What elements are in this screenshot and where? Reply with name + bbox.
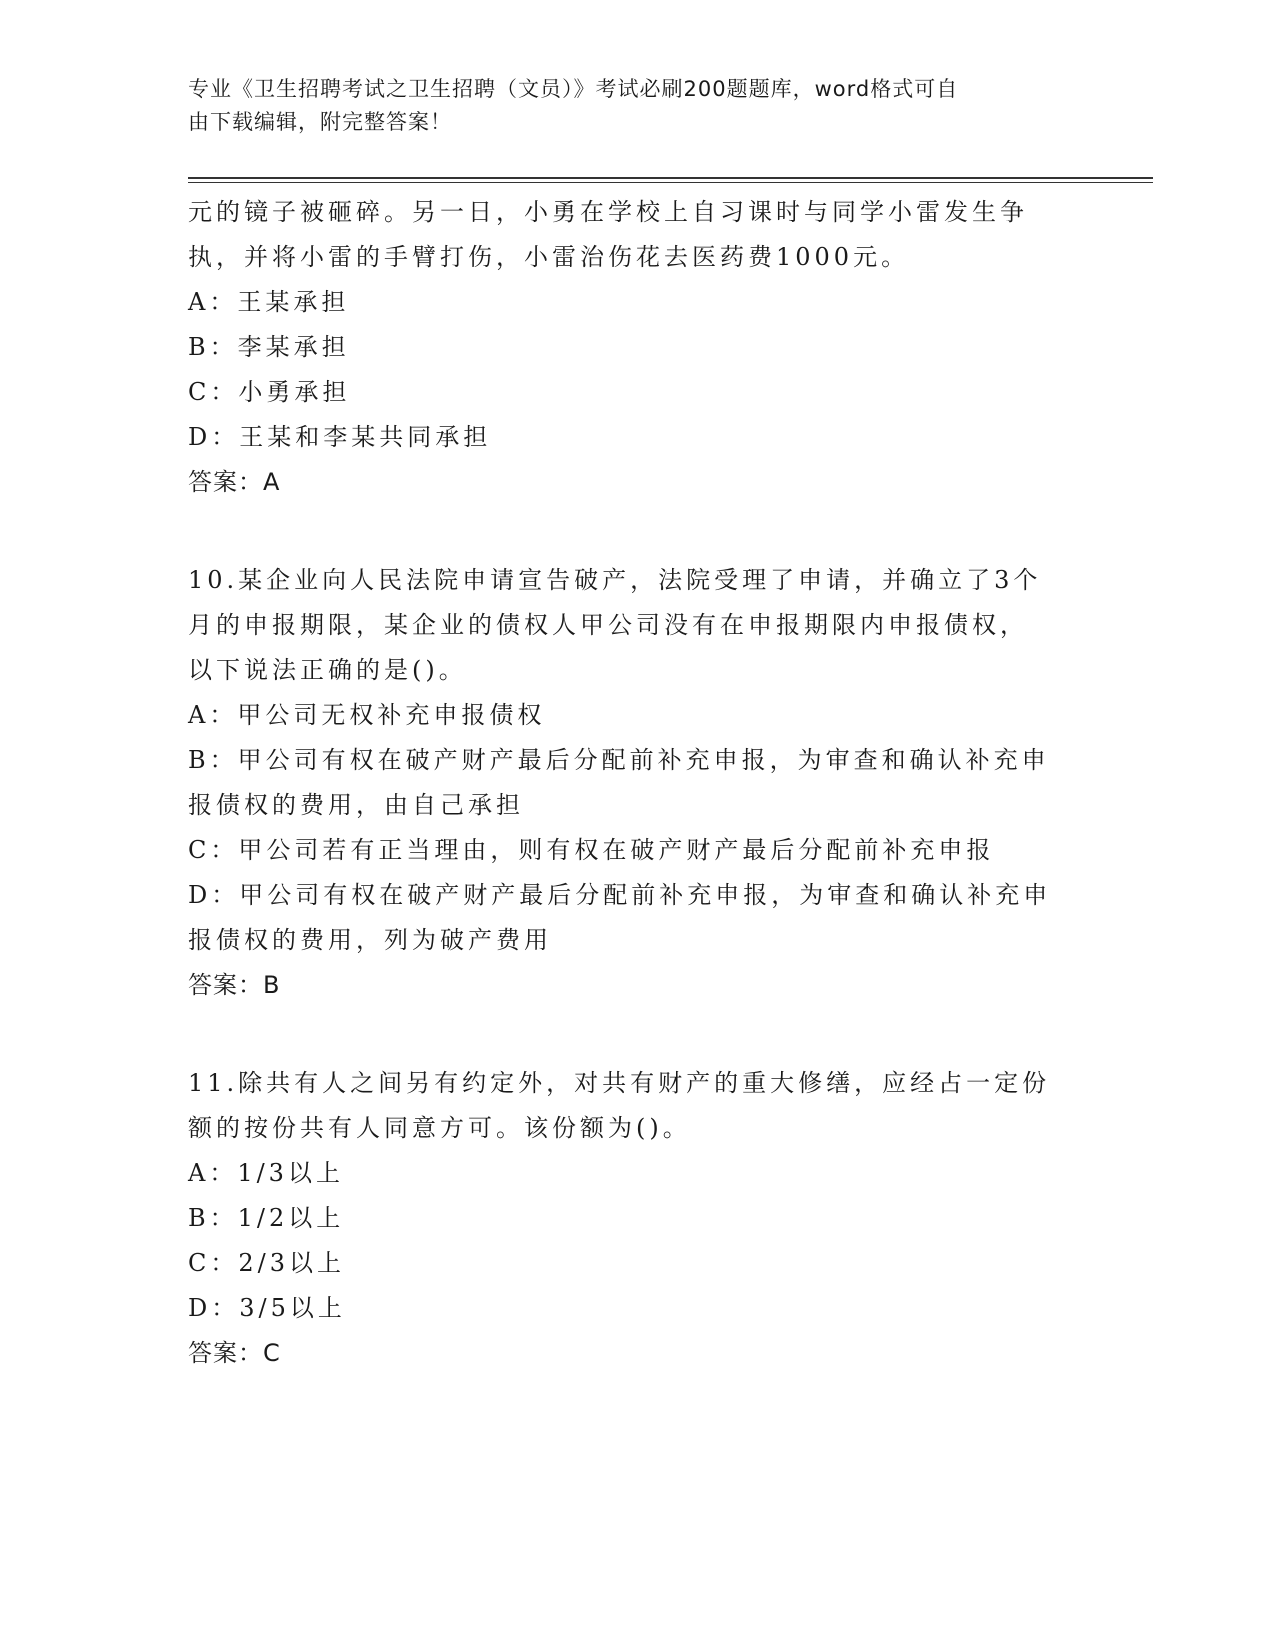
question-list <box>188 190 1088 1376</box>
option-c: C：2/3以上 <box>188 1249 345 1277</box>
option-b: B：1/2以上 <box>188 1204 345 1232</box>
answer-line: 答案：A <box>188 468 281 496</box>
header-line-1: 专业《卫生招聘考试之卫生招聘（文员）》考试必刷200题题库，word格式可自 <box>188 77 959 101</box>
question-11 <box>188 1061 1088 1376</box>
question-text-line: 额的按份共有人同意方可。该份额为()。 <box>188 1114 691 1142</box>
option-d: D：3/5以上 <box>188 1294 346 1322</box>
option-a: A：王某承担 <box>188 288 350 316</box>
option-a: A：1/3以上 <box>188 1159 344 1187</box>
question-text-line: 11.除共有人之间另有约定外，对共有财产的重大修缮，应经占一定份 <box>188 1069 1051 1097</box>
answer-line: 答案：B <box>188 971 281 999</box>
option-c: C：小勇承担 <box>188 378 351 406</box>
option-b-continued: 报债权的费用，由自己承担 <box>188 791 524 819</box>
option-c: C：甲公司若有正当理由，则有权在破产财产最后分配前补充申报 <box>188 836 995 864</box>
option-b: B：甲公司有权在破产财产最后分配前补充申报，为审查和确认补充申 <box>188 746 1050 774</box>
question-9-continued <box>188 190 1088 505</box>
answer-line: 答案：C <box>188 1339 281 1367</box>
question-text-line: 以下说法正确的是()。 <box>188 656 467 684</box>
question-text-line: 执，并将小雷的手臂打伤，小雷治伤花去医药费1000元。 <box>188 243 910 271</box>
option-d: D：王某和李某共同承担 <box>188 423 492 451</box>
option-d: D：甲公司有权在破产财产最后分配前补充申报，为审查和确认补充申 <box>188 881 1052 909</box>
option-b: B：李某承担 <box>188 333 350 361</box>
question-10 <box>188 558 1088 1008</box>
header-divider-thick <box>188 177 1153 179</box>
question-text-line: 元的镜子被砸碎。另一日，小勇在学校上自习课时与同学小雷发生争 <box>188 198 1028 226</box>
header-divider-thin <box>188 182 1153 183</box>
question-text-line: 月的申报期限，某企业的债权人甲公司没有在申报期限内申报债权， <box>188 611 1028 639</box>
question-text-line: 10.某企业向人民法院申请宣告破产，法院受理了申请，并确立了3个 <box>188 566 1042 594</box>
header-line-2: 由下载编辑，附完整答案！ <box>188 110 452 134</box>
option-a: A：甲公司无权补充申报债权 <box>188 701 546 729</box>
document-header <box>188 73 1068 139</box>
option-d-continued: 报债权的费用，列为破产费用 <box>188 926 552 954</box>
